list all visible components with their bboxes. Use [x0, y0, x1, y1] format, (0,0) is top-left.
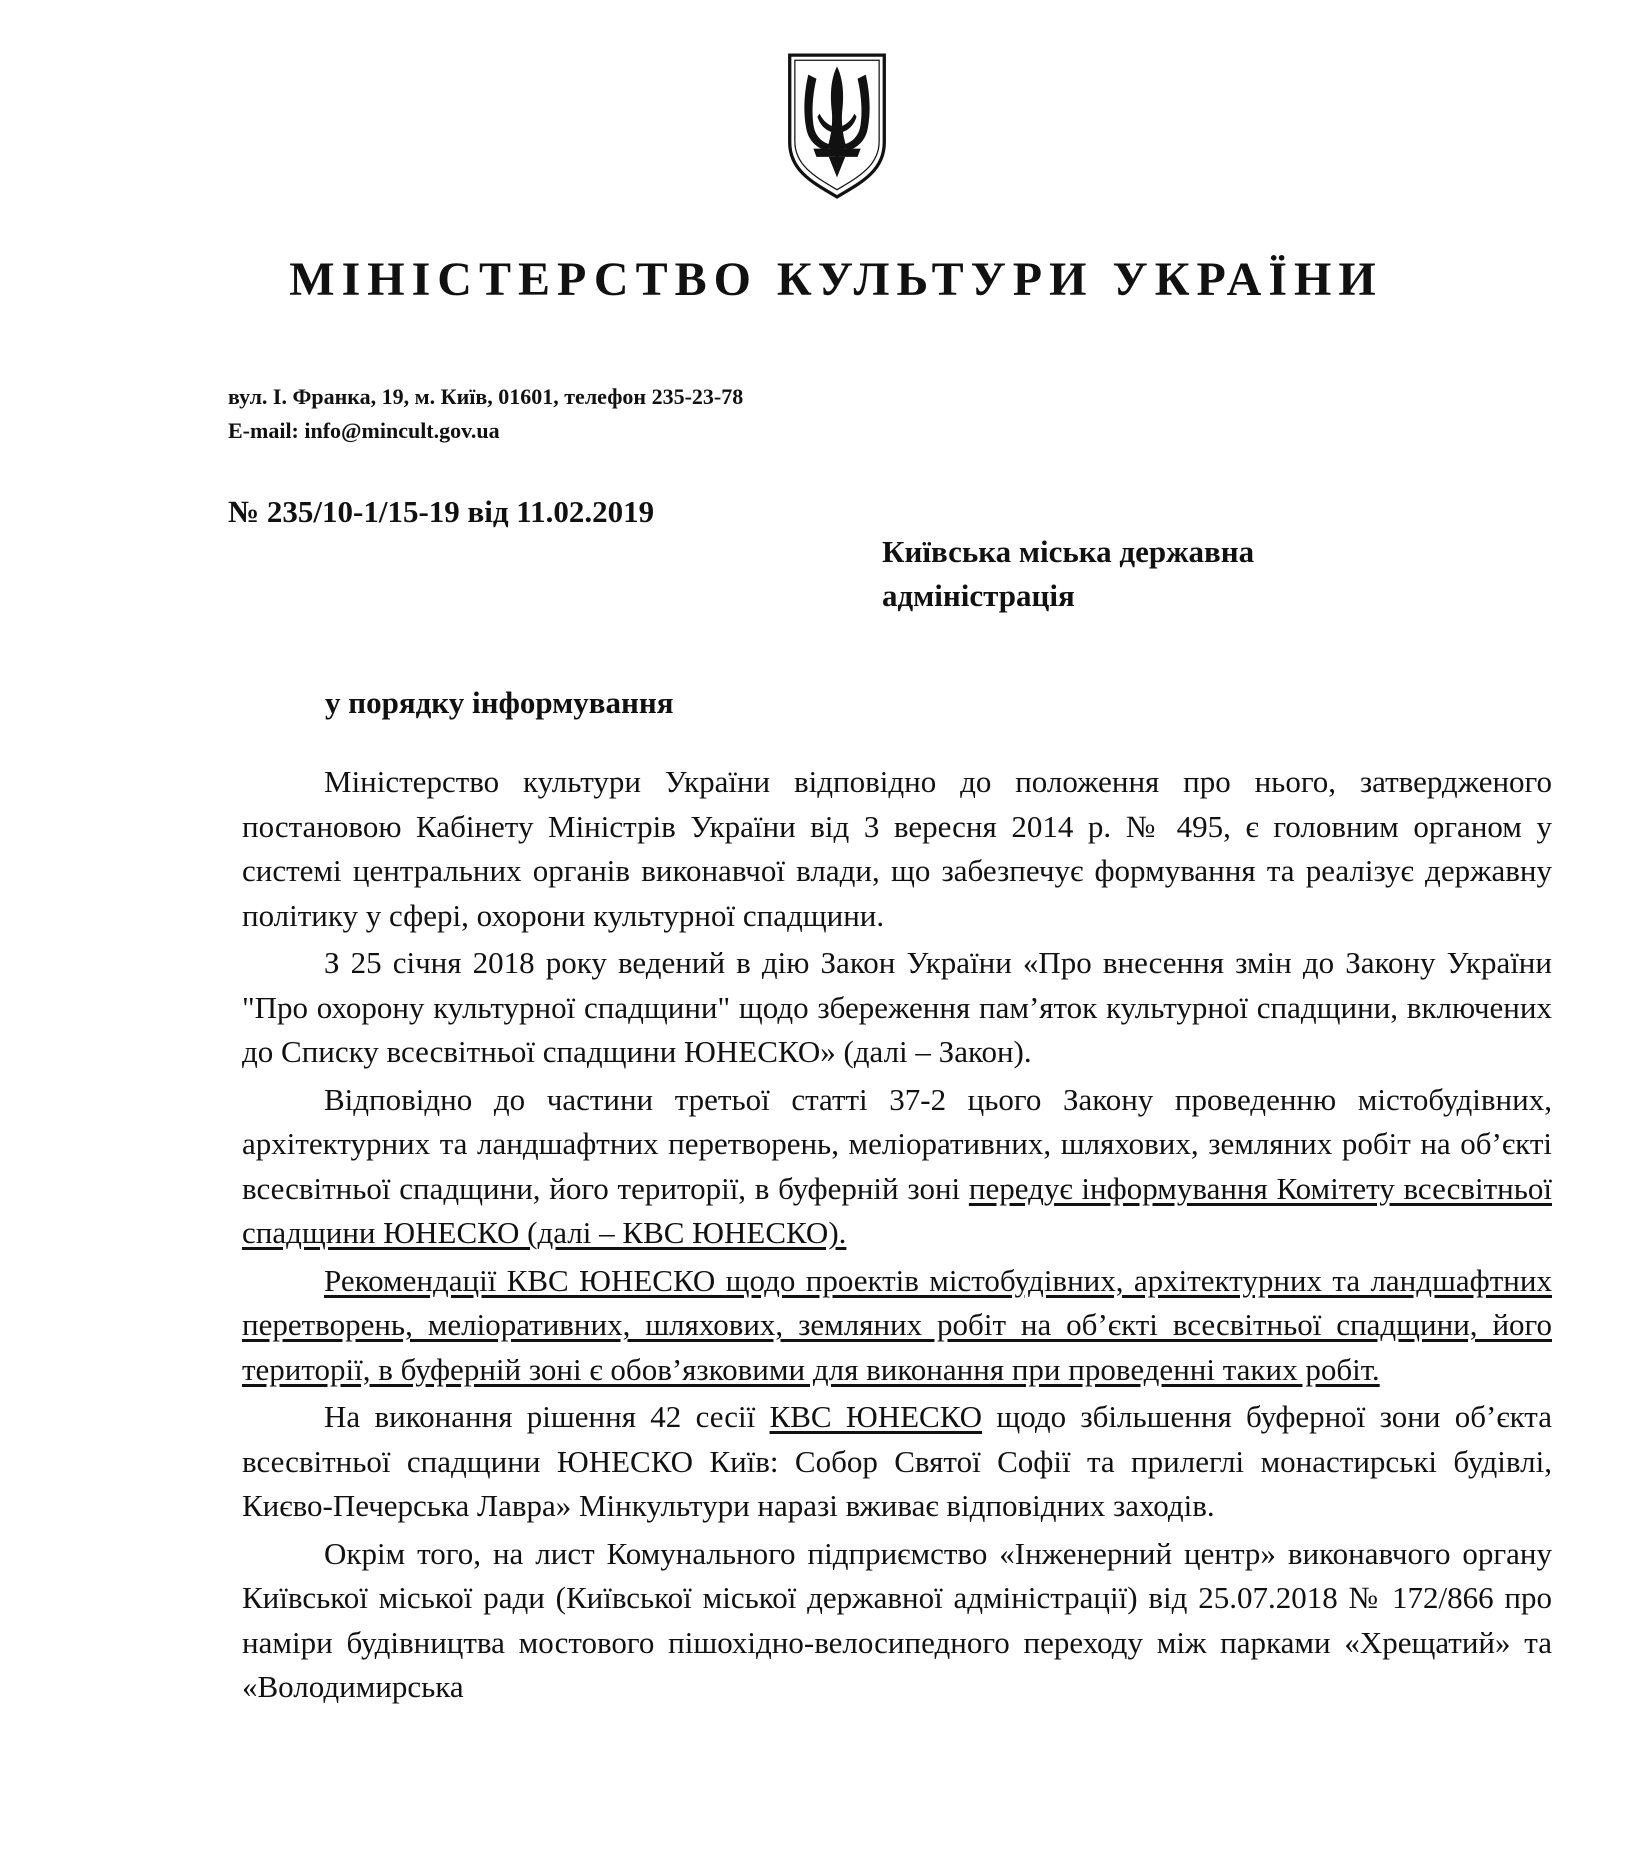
purpose-heading: у порядку інформування: [325, 685, 674, 720]
paragraph-2: З 25 січня 2018 року ведений в дію Закон України «Про внесення змін до Закону України "Про охорону культурної спадщини" щодо збереження пам’яток культурної спадщини, включених до Списку всесвітньої спадщини ЮНЕСКО» (далі – Закон).: [242, 945, 1552, 1069]
recipient-line-2: адміністрація: [882, 578, 1075, 613]
ministry-title: МІНІСТЕРСТВО КУЛЬТУРИ УКРАЇНИ: [289, 253, 1383, 306]
email-line: E-mail: info@mincult.gov.ua: [228, 418, 500, 443]
recipient-line-1: Київська міська державна: [882, 534, 1255, 569]
paragraph-5-underlined: КВС ЮНЕСКО: [769, 1399, 983, 1434]
paragraph-4-underlined: Рекомендації КВС ЮНЕСКО щодо проектів містобудівних, архітектурних та ландшафтних перетворень, меліоративних, шляхових, земляних робіт на об’єкті всесвітньої спадщини, його території, в буферній зоні є обов’язковими для виконання при проведенні таких робіт.: [242, 1262, 1552, 1387]
paragraph-1: Міністерство культури України відповідно до положення про нього, затвердженого постановою Кабінету Міністрів України від 3 вересня 2014 р. № 495, є головним органом у системі центральних органів виконавчої влади, що забезпечує формування та реалізує державну політику у сфері, охорони культурної спадщини.: [242, 764, 1552, 933]
recipient-block: [882, 530, 1254, 618]
paragraph-3: [242, 1078, 1552, 1256]
tryzub-coat-of-arms-icon: [785, 52, 889, 200]
registration-number: № 235/10-1/15-19 від 11.02.2019: [228, 494, 655, 529]
paragraph-3-text: Відповідно до частини третьої статті 37-2 цього Закону проведенню містобудівних, архітектурних та ландшафтних перетворень, меліоративних, шляхових, земляних робіт на об’єкті всесвітньої спадщини, його території, в буферній зоні: [242, 1081, 1552, 1206]
paragraph-4: [242, 1259, 1552, 1393]
paragraph-6: Окрім того, на лист Комунального підприємство «Інженерний центр» виконавчого органу Київської міської ради (Київської міської державної адміністрації) від 25.07.2018 № 172/866 про наміри будівництва мостового пішохідно-велосипедного переходу між парками «Хрещатий» та «Володимирська: [242, 1535, 1552, 1704]
letter-body: [242, 760, 1552, 1710]
paragraph-5: [242, 1395, 1552, 1529]
paragraph-5-end: щодо збільшення буферної зони об’єкта всесвітньої спадщини ЮНЕСКО Київ: Собор Святої Софії та прилеглі монастирські будівлі, Києво-Печерська Лавра» Мінкультури наразі вживає відповідних заходів.: [242, 1399, 1552, 1523]
paragraph-5-start: На виконання рішення 42 сесії: [324, 1399, 770, 1434]
contact-block: [228, 380, 743, 448]
address-line: вул. І. Франка, 19, м. Київ, 01601, телефон 235-23-78: [228, 384, 744, 409]
paragraph-3-underlined: передує інформування Комітету всесвітньої спадщини ЮНЕСКО (далі – КВС ЮНЕСКО).: [242, 1170, 1552, 1250]
